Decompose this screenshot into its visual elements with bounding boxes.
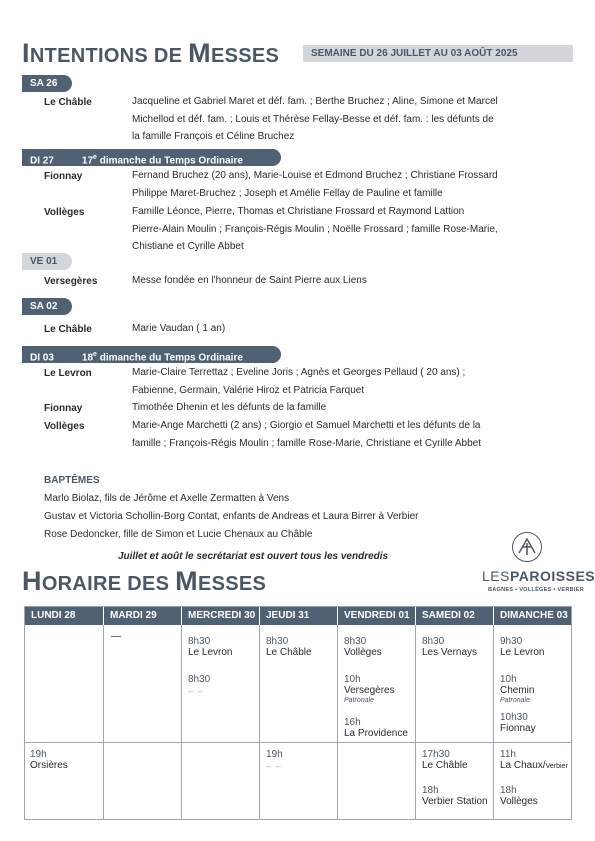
bapteme-line: Rose Dedoncker, fille de Simon et Lucie Chenaux au Châble [44, 529, 313, 540]
col-head-mercredi: MERCREDI 30 [182, 607, 259, 625]
col-head-dimanche: DIMANCHE 03 [494, 607, 571, 625]
mass-time: 10h30 [500, 712, 528, 723]
col-head-vendredi: VENDREDI 01 [338, 607, 415, 625]
place-label: Le Châble [44, 97, 92, 108]
col-head-lundi: LUNDI 28 [25, 607, 103, 625]
mass-place: Le Levron [500, 647, 545, 658]
day-pill-ve01: VE 01 [22, 253, 72, 270]
mass-time: 17h30 [422, 749, 450, 760]
grid-divider [103, 625, 104, 819]
mass-time: 11h [500, 749, 516, 760]
place-label: Versegères [44, 276, 98, 287]
mass-place: Orsières [30, 760, 68, 771]
mass-time: 8h30 [344, 636, 367, 647]
logo-circle-icon [512, 532, 542, 562]
mass-place: Vollèges [500, 796, 538, 807]
grid-divider [259, 625, 260, 819]
mass-note: Patronale [500, 697, 530, 704]
secretariat-note: Juillet et août le secrétariat est ouvert tous les vendredis [118, 551, 389, 562]
intention-text: Fernand Bruchez (20 ans), Marie-Louise et Edmond Bruchez ; Christiane Frossard Philippe Maret-Bruchez ; Joseph et Amélie Fellay de Pauline et famille [132, 170, 498, 199]
mass-place: La Providence [344, 728, 408, 739]
col-head-mardi: MARDI 29 [104, 607, 181, 625]
mass-place: Le Châble [422, 760, 468, 771]
intention-text: Marie-Ange Marchetti (2 ans) ; Giorgio et Samuel Marchetti et les défunts de la famille ; François-Régis Moulin ; famille Rose-Marie, Christiane et Cyrille Abbet [132, 420, 482, 449]
intention-text: Marie Vaudan ( 1 an) [132, 323, 226, 334]
col-head-samedi: SAMEDI 02 [416, 607, 493, 625]
grid-divider [25, 742, 571, 743]
parish-logo [480, 530, 595, 598]
mass-time: 8h30 [188, 636, 211, 647]
mass-time: 19h [266, 749, 283, 760]
mass-note: Patronale [344, 697, 374, 704]
place-label: Le Levron [44, 368, 92, 379]
empty-slot-dash: – – [266, 761, 282, 771]
mass-place: Verbier Station [422, 796, 488, 807]
mass-time: 16h [344, 717, 361, 728]
schedule-grid [24, 606, 572, 820]
empty-slot-dash: – – [188, 686, 204, 696]
mass-place: Le Châble [266, 647, 312, 658]
bapteme-line: Marlo Biolaz, fils de Jérôme et Axelle Zermatten à Vens [44, 493, 290, 504]
col-head-jeudi: JEUDI 31 [260, 607, 337, 625]
intention-text: Timothée Dhenin et les défunts de la famille [132, 402, 327, 413]
mass-place: Les Vernays [422, 647, 478, 658]
grid-divider [493, 625, 494, 819]
day-pill-sa26: SA 26 [22, 75, 72, 92]
mass-time: 18h [422, 785, 439, 796]
place-label: Le Châble [44, 324, 92, 335]
mass-place: Fionnay [500, 723, 536, 734]
schedule-title: HORAIRE DES MESSES [22, 566, 267, 596]
mass-time: 8h30 [422, 636, 445, 647]
place-label: Fionnay [44, 171, 83, 182]
mass-time: 9h30 [500, 636, 523, 647]
intention-text: Marie-Claire Terrettaz ; Eveline Joris ; Agnès et Georges Pellaud ( 20 ans) ; Fabienne, Germain, Valérie Hiroz et Patricia Farquet [132, 367, 466, 396]
intention-text: Jacqueline et Gabriel Maret et déf. fam. ; Berthe Bruchez ; Aline, Simone et Marcel Michellod et déf. fam. ; Louis et Thérèse Fellay-Besse et déf. fam. : les défunts de la famille François et Céline Bruchez [132, 96, 498, 143]
day-pill-di03: DI 03 18e dimanche du Temps Ordinaire [22, 346, 281, 363]
mass-place: Versegères [344, 685, 395, 696]
grid-divider [415, 625, 416, 819]
sunday-title: 18e dimanche du Temps Ordinaire [81, 351, 243, 364]
day-pill-di27: DI 27 17e dimanche du Temps Ordinaire [22, 149, 281, 166]
mass-place: Vollèges [344, 647, 382, 658]
bapteme-line: Gustav et Victoria Schollin-Borg Contat, enfants de Andreas et Laura Birrer à Verbier [44, 511, 419, 522]
mass-time: 8h30 [188, 674, 211, 685]
intention-text: Messe fondée en l'honneur de Saint Pierre aux Liens [132, 275, 367, 286]
mass-time: 10h [344, 674, 361, 685]
day-pill-sa02: SA 02 [22, 298, 72, 315]
intention-text: Famille Léonce, Pierre, Thomas et Christiane Frossard et Raymond Lattion Pierre-Alain Moulin ; François-Régis Moulin ; Noëlle Frossard ; famille Rose-Marie, Chistiane et Cyrille Abbet [132, 206, 498, 253]
mass-time: 19h [30, 749, 47, 760]
mass-place: Chemin [500, 685, 535, 696]
logo-cross-icon [513, 533, 541, 561]
mass-time: 10h [500, 674, 517, 685]
grid-divider [181, 625, 182, 819]
mass-time: 8h30 [266, 636, 289, 647]
place-label: Fionnay [44, 403, 83, 414]
mass-place: Le Levron [188, 647, 233, 658]
mass-time: 18h [500, 785, 517, 796]
page-title: INTENTIONS DE MESSES [22, 38, 280, 68]
week-range-bar: SEMAINE DU 26 JUILLET AU 03 AOÛT 2025 [303, 45, 573, 62]
place-label: Vollèges [44, 421, 85, 432]
logo-subtitle: BAGNES • VOLLÈGES • VERBIER [488, 587, 584, 593]
sunday-title: 17e dimanche du Temps Ordinaire [81, 154, 243, 167]
baptemes-title: BAPTÊMES [44, 475, 100, 486]
place-label: Vollèges [44, 207, 85, 218]
mass-place: La Chaux/Verbier [500, 760, 568, 771]
logo-wordmark: LESPAROISSES [482, 568, 595, 584]
grid-divider [337, 625, 338, 819]
empty-slot-dash: — [111, 631, 121, 642]
